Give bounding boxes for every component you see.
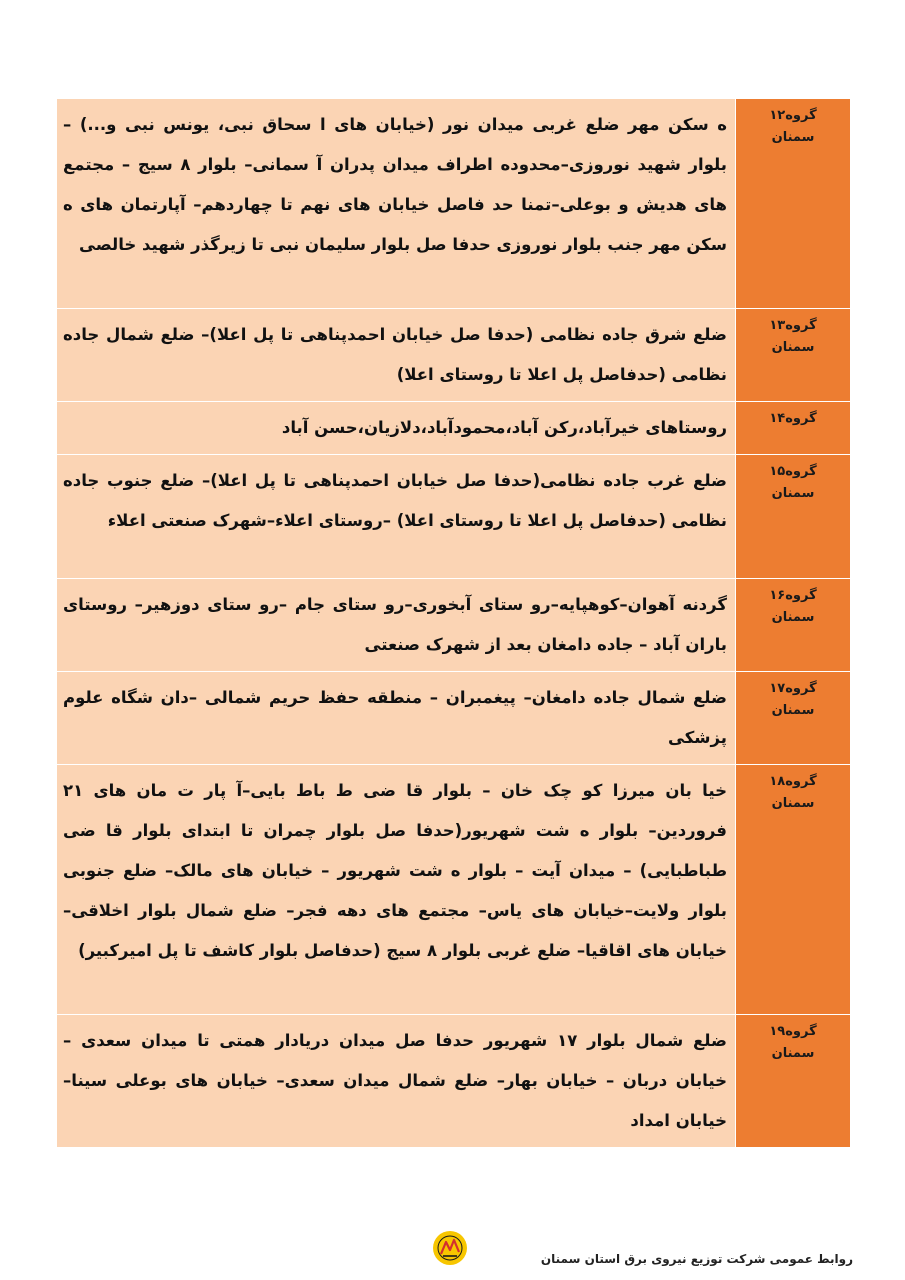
table-row [57, 672, 851, 765]
table-row [57, 765, 851, 1015]
group-label: گروه۱۵ [769, 464, 817, 479]
power-company-logo-icon [432, 1230, 468, 1266]
group-cell [736, 402, 851, 455]
footer-caption: روابط عمومی شرکت توزیع نیروی برق استان سمنان [540, 1252, 853, 1266]
areas-cell: ضلع شمال بلوار ۱۷ شهریور حدفا صل میدان دریادار همتی تا میدان سعدی – خیابان دربان – خیابان بهار– ضلع شمال میدان سعدی– خیابان های بوعلی سینا– خیابان امداد [57, 1015, 736, 1148]
group-cell [736, 1015, 851, 1148]
table-row [57, 309, 851, 402]
city-label: سمنان [771, 610, 815, 625]
city-label: سمنان [771, 703, 815, 718]
footer [0, 1218, 905, 1280]
areas-cell: ضلع غرب جاده نظامی(حدفا صل خیابان احمدپناهی تا پل اعلا)– ضلع جنوب جاده نظامی (حدفاصل پل اعلا تا روستای اعلا) –روستای اعلاء–شهرک صنعتی اعلاء [57, 455, 736, 579]
city-label: سمنان [771, 340, 815, 355]
areas-cell: ضلع شمال جاده دامغان– پیغمبران – منطقه حفظ حریم شمالی –دان شگاه علوم پزشکی [57, 672, 736, 765]
areas-cell: ضلع شرق جاده نظامی (حدفا صل خیابان احمدپناهی تا پل اعلا)– ضلع شمال جاده نظامی (حدفاصل پل اعلا تا روستای اعلا) [57, 309, 736, 402]
group-label: گروه۱۶ [769, 588, 817, 603]
areas-cell: روستاهای خیرآباد،رکن آباد،محمودآباد،دلازیان،حسن آباد [57, 402, 736, 455]
group-label: گروه۱۳ [769, 318, 817, 333]
table-row [57, 455, 851, 579]
table-row [57, 99, 851, 309]
group-cell [736, 455, 851, 579]
group-cell [736, 309, 851, 402]
table-row [57, 402, 851, 455]
group-cell [736, 99, 851, 309]
table-row [57, 1015, 851, 1148]
city-label: سمنان [771, 130, 815, 145]
city-label: سمنان [771, 1046, 815, 1061]
areas-cell: خیا بان میرزا کو چک خان – بلوار قا ضی ط باط بایی–آ پار ت مان های ۲۱ فروردین– بلوار ه شت شهریور(حدفا صل بلوار چمران تا ابتدای بلوار قا ضی طباطبایی) – میدان آیت – بلوار ه شت شهریور – خیابان های مالک– ضلع جنوبی بلوار ولایت–خیابان های یاس– مجتمع های دهه فجر– ضلع شمال بلوار اخلاقی–خیابان های اقاقیا– ضلع غربی بلوار ۸ سیج (حدفاصل بلوار کاشف تا پل امیرکبیر) [57, 765, 736, 1015]
group-label: گروه۱۲ [769, 108, 817, 123]
city-label: سمنان [771, 486, 815, 501]
areas-cell: ه سکن مهر ضلع غربی میدان نور (خیابان های ا سحاق نبی، یونس نبی و...) – بلوار شهید نوروزی–محدوده اطراف میدان پدران آ سمانی– بلوار ۸ سیج – مجتمع های هدیش و بوعلی–تمنا حد فاصل خیابان های نهم تا چهاردهم– آپارتمان های ه سکن مهر جنب بلوار نوروزی حدفا صل بلوار سلیمان نبی تا زیرگذر شهید خالصی [57, 99, 736, 309]
group-label: گروه۱۹ [769, 1024, 817, 1039]
areas-cell: گردنه آهوان–کوهپایه–رو ستای آبخوری–رو ستای جام –رو ستای دوزهیر– روستای باران آباد – جاده دامغان بعد از شهرک صنعتی [57, 579, 736, 672]
city-label: سمنان [771, 796, 815, 811]
group-cell [736, 672, 851, 765]
outage-schedule-table [56, 98, 851, 1148]
group-cell [736, 765, 851, 1015]
table-row [57, 579, 851, 672]
group-label: گروه۱۴ [769, 411, 817, 426]
group-label: گروه۱۸ [769, 774, 817, 789]
group-label: گروه۱۷ [769, 681, 817, 696]
group-cell [736, 579, 851, 672]
